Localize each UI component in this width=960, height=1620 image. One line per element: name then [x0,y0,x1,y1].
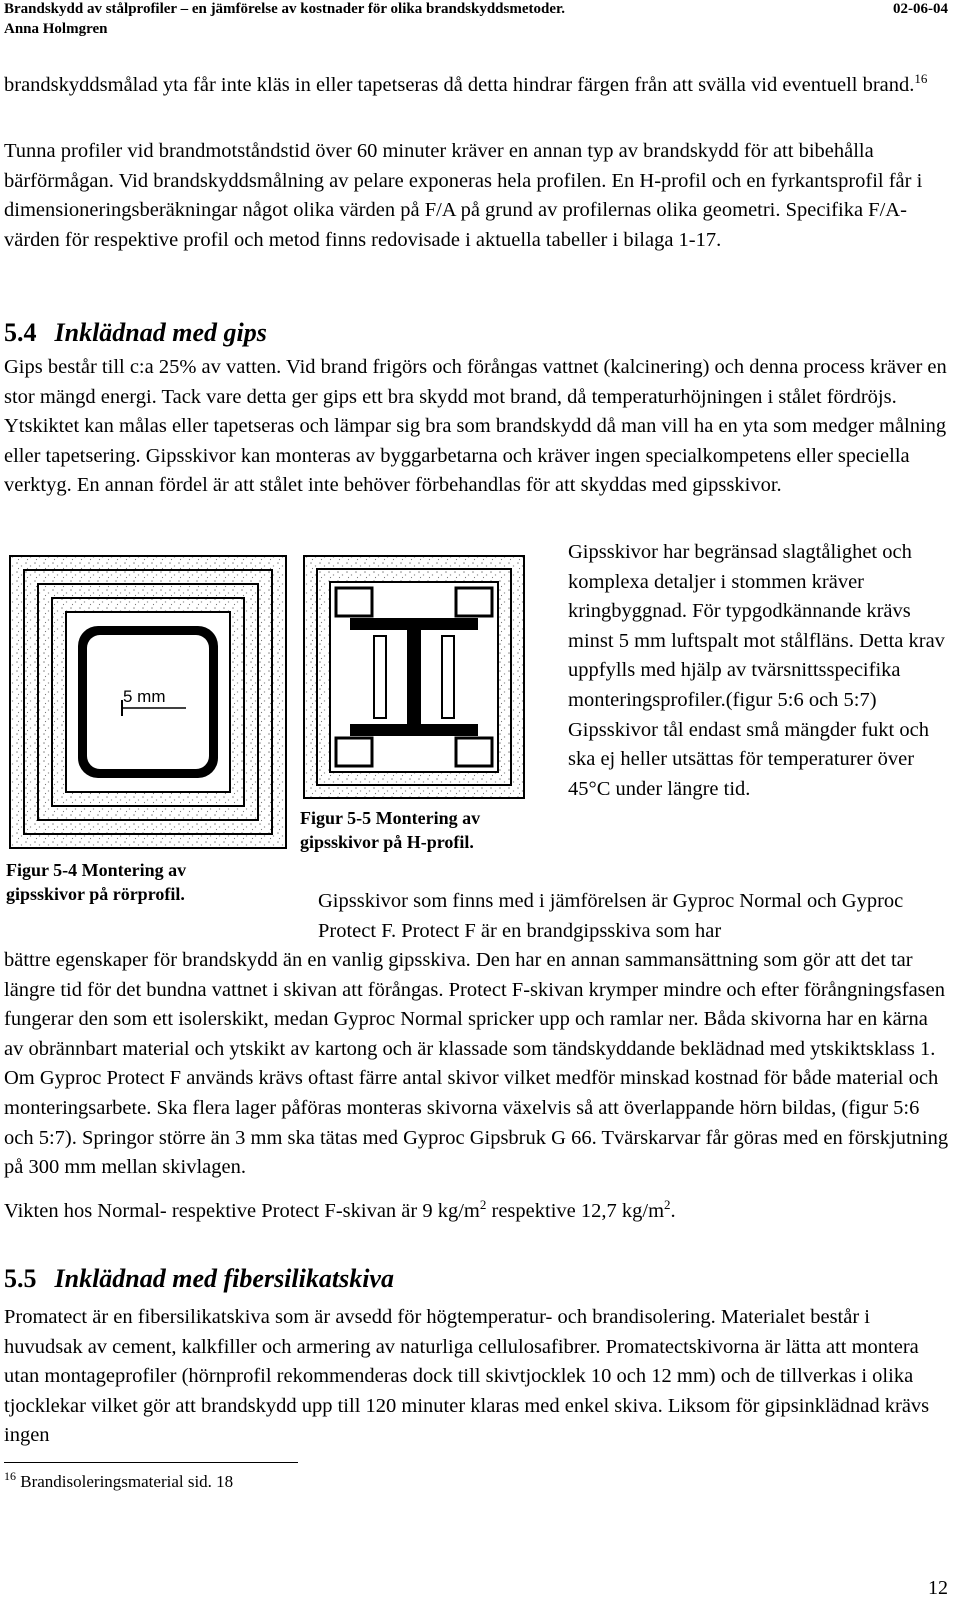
paragraph-3: Gips består till c:a 25% av vatten. Vid brand frigörs och förångas vattnet (kalcinering) och denna process kräver en stor mängd energi. Tack vare detta ger gips ett bra skydd mot brand, då temperaturhöjningen i stålet fördröjs. Ytskiktet kan målas eller tapetseras och lämpar sig bra som brandskydd då man vill ha en yta som medger målning eller tapetsering. Gipsskivor kan monteras av byggarbetarna och kräver ingen specialkompetens eller speciella verktyg. En annan fördel är att stålet inte behöver förbehandlas för att skyddas med gipsskivor. [4,356,947,497]
figure-5-4-caption: Figur 5-4 Montering av gipsskivor på rörprofil. [6,860,187,904]
gap-label: 5 mm [123,687,166,706]
figure-5-5-caption: Figur 5-5 Montering av gipsskivor på H-profil. [300,808,481,852]
footnote: $^{16}$ Brandisoleringsmaterial sid. 18 [4,1469,234,1491]
figure-5-5 [300,552,528,802]
paragraph-4-lead: Gipsskivor som finns med i jämförelsen är Gyproc Normal och Gyproc Protect F. Protect F är en brandgipsskiva som har [318,890,904,942]
section-heading-5-4: 5.4 Inklädnad med gips [4,318,267,347]
paragraph-4: bättre egenskaper för brandskydd än en vanlig gipsskiva. Den har en annan sammansättning som gör att det tar längre tid för det bundna vattnet i skivan att förångas. Protect F-skivan krymper mindre och efter förångningsfasen fungerar den som ett isolerskikt, medan Gyproc Normal spricker upp och ramlar ner. Båda skivorna har en kärna av obrännbart material och ytskikt av kartong och är klassade som tändskyddande beklädnad med ytskiktsklass 1. Om Gyproc Protect F används krävs oftast färre antal skivor vilket medför minskad kostnad för både material och monteringsarbete. Ska flera lager påföras monteras skivorna växelvis så att överlappande hörn bildas, (figur 5:6 och 5:7). Springor större än 3 mm ska tätas med Gyproc Gipsbruk G 66. Tvärskarvar får göras med en förskjutning på 300 mm mellan skivlagen. [4,949,949,1179]
paragraph-4-last: Vikten hos Normal- respektive Protect F-skivan är 9 $kg/m^2$ respektive 12,7 $kg/m^2$. [4,1197,676,1222]
header-title: Brandskydd av stålprofiler – en jämförelse av kostnader för olika brandskyddsmetoder. [4,1,566,17]
h-profile-drawing [300,552,528,802]
footnote-ref[interactable]: 16 [914,71,928,86]
header-author: Anna Holmgren [4,21,108,37]
paragraph-5: Promatect är en fibersilikatskiva som är avsedd för högtemperatur- och brandisolering. Materialet består i huvudsak av cement, kalkfiller och armering av naturliga cellulosafibrer. Promatectskivorna är lätta att montera utan montageprofiler (hörnprofil rekommenderas dock till skivtjocklek 10 och 12 mm) och de tillverkas i olika tjocklekar vilket gör att brandskydd upp till 120 minuter klaras med enkel skiva. Liksom för gipsinklädnad krävs ingen [4,1306,930,1447]
header-date: 02-06-04 [893,1,948,17]
paragraph-2: Tunna profiler vid brandmotståndstid över 60 minuter kräver en annan typ av brandskydd för att bibehålla bärförmågan. Vid brandskyddsmålning av pelare exponeras hela profilen. En H-profil och en fyrkantsprofil får i dimensioneringsberäkningar något olika värden på F/A på grund av profilernas olika geometri. Specifika F/A-värden för respektive profil och metod finns redovisade i aktuella tabeller i bilaga 1-17. [4,140,923,251]
tube-profile-drawing [6,552,290,852]
page-number: 12 [928,1577,948,1599]
side-paragraph: Gipsskivor har begränsad slagtålighet och komplexa detaljer i stommen kräver kringbyggnad. För typgodkännande krävs minst 5 mm luftspalt mot stålfläns. Detta krav uppfylls med hjälp av tvärsnittsspecifika monteringsprofiler.(figur 5:6 och 5:7) Gipsskivor tål endast små mängder fukt och ska ej heller utsättas för temperaturer över 45°C under längre tid. [568,541,945,800]
footnote-divider [4,1462,298,1463]
paragraph-1: brandskyddsmålad yta får inte kläs in eller tapetseras då detta hindrar färgen från att svälla vid eventuell brand.$^{16}$ [4,71,928,96]
section-heading-5-5: 5.5 Inklädnad med fibersilikatskiva [4,1264,394,1293]
figure-5-4 [6,552,290,852]
